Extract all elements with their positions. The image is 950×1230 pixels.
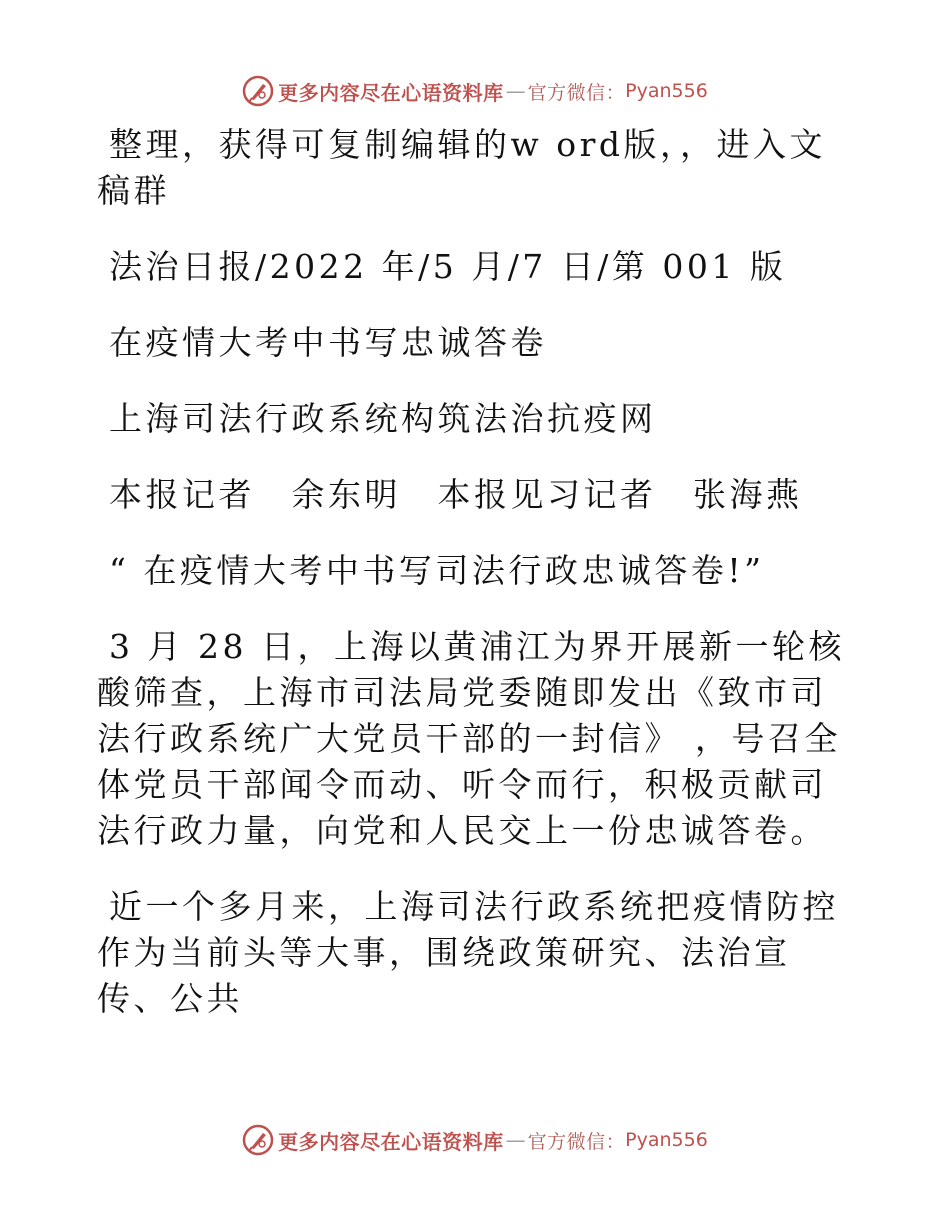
- paragraph-intro: 整理，获得可复制编辑的w ord版，，进入文稿群: [97, 125, 827, 210]
- article-subtitle: 上海司法行政系统构筑法治抗疫网: [109, 399, 657, 438]
- watermark-wechat-id: Pyan556: [625, 1129, 708, 1151]
- watermark-dash: —: [505, 79, 526, 103]
- article-byline: 本报记者 余东明 本报见习记者 张海燕: [109, 475, 803, 514]
- watermark-header: [0, 71, 950, 111]
- paragraph-body-2: 近一个多月来，上海司法行政系统把疫情防控作为当前头等大事，围绕政策研究、法治宣传、公共: [97, 887, 839, 1018]
- paragraph-body-1: 3 月 28 日，上海以黄浦江为界开展新一轮核酸筛查，上海市司法局党委随即发出《致市司法行政系统广大党员干部的一封信》 ，号召全体党员干部闻令而动、听令而行，积极贡献司法行政力量，向党和人民交上一份忠诚答卷。: [97, 627, 845, 850]
- quill-logo-icon: [242, 75, 274, 107]
- watermark-wechat-label: 官方微信：: [527, 1130, 626, 1153]
- paragraph-source: 法治日报/2022 年/5 月/7 日/第 001 版: [109, 247, 787, 286]
- watermark-footer: [0, 1120, 950, 1160]
- paragraph-quote: “ 在疫情大考中书写司法行政忠诚答卷!”: [109, 551, 765, 590]
- watermark-wechat-id: Pyan556: [625, 80, 708, 102]
- watermark-wechat-label: 官方微信：: [527, 81, 626, 104]
- watermark-brand: 更多内容尽在心语资料库: [278, 1129, 504, 1154]
- watermark-dash: —: [505, 1128, 526, 1152]
- quill-logo-icon: [242, 1124, 274, 1156]
- document-body: [97, 122, 857, 1052]
- watermark-brand: 更多内容尽在心语资料库: [278, 80, 504, 105]
- article-title: 在疫情大考中书写忠诚答卷: [109, 323, 547, 362]
